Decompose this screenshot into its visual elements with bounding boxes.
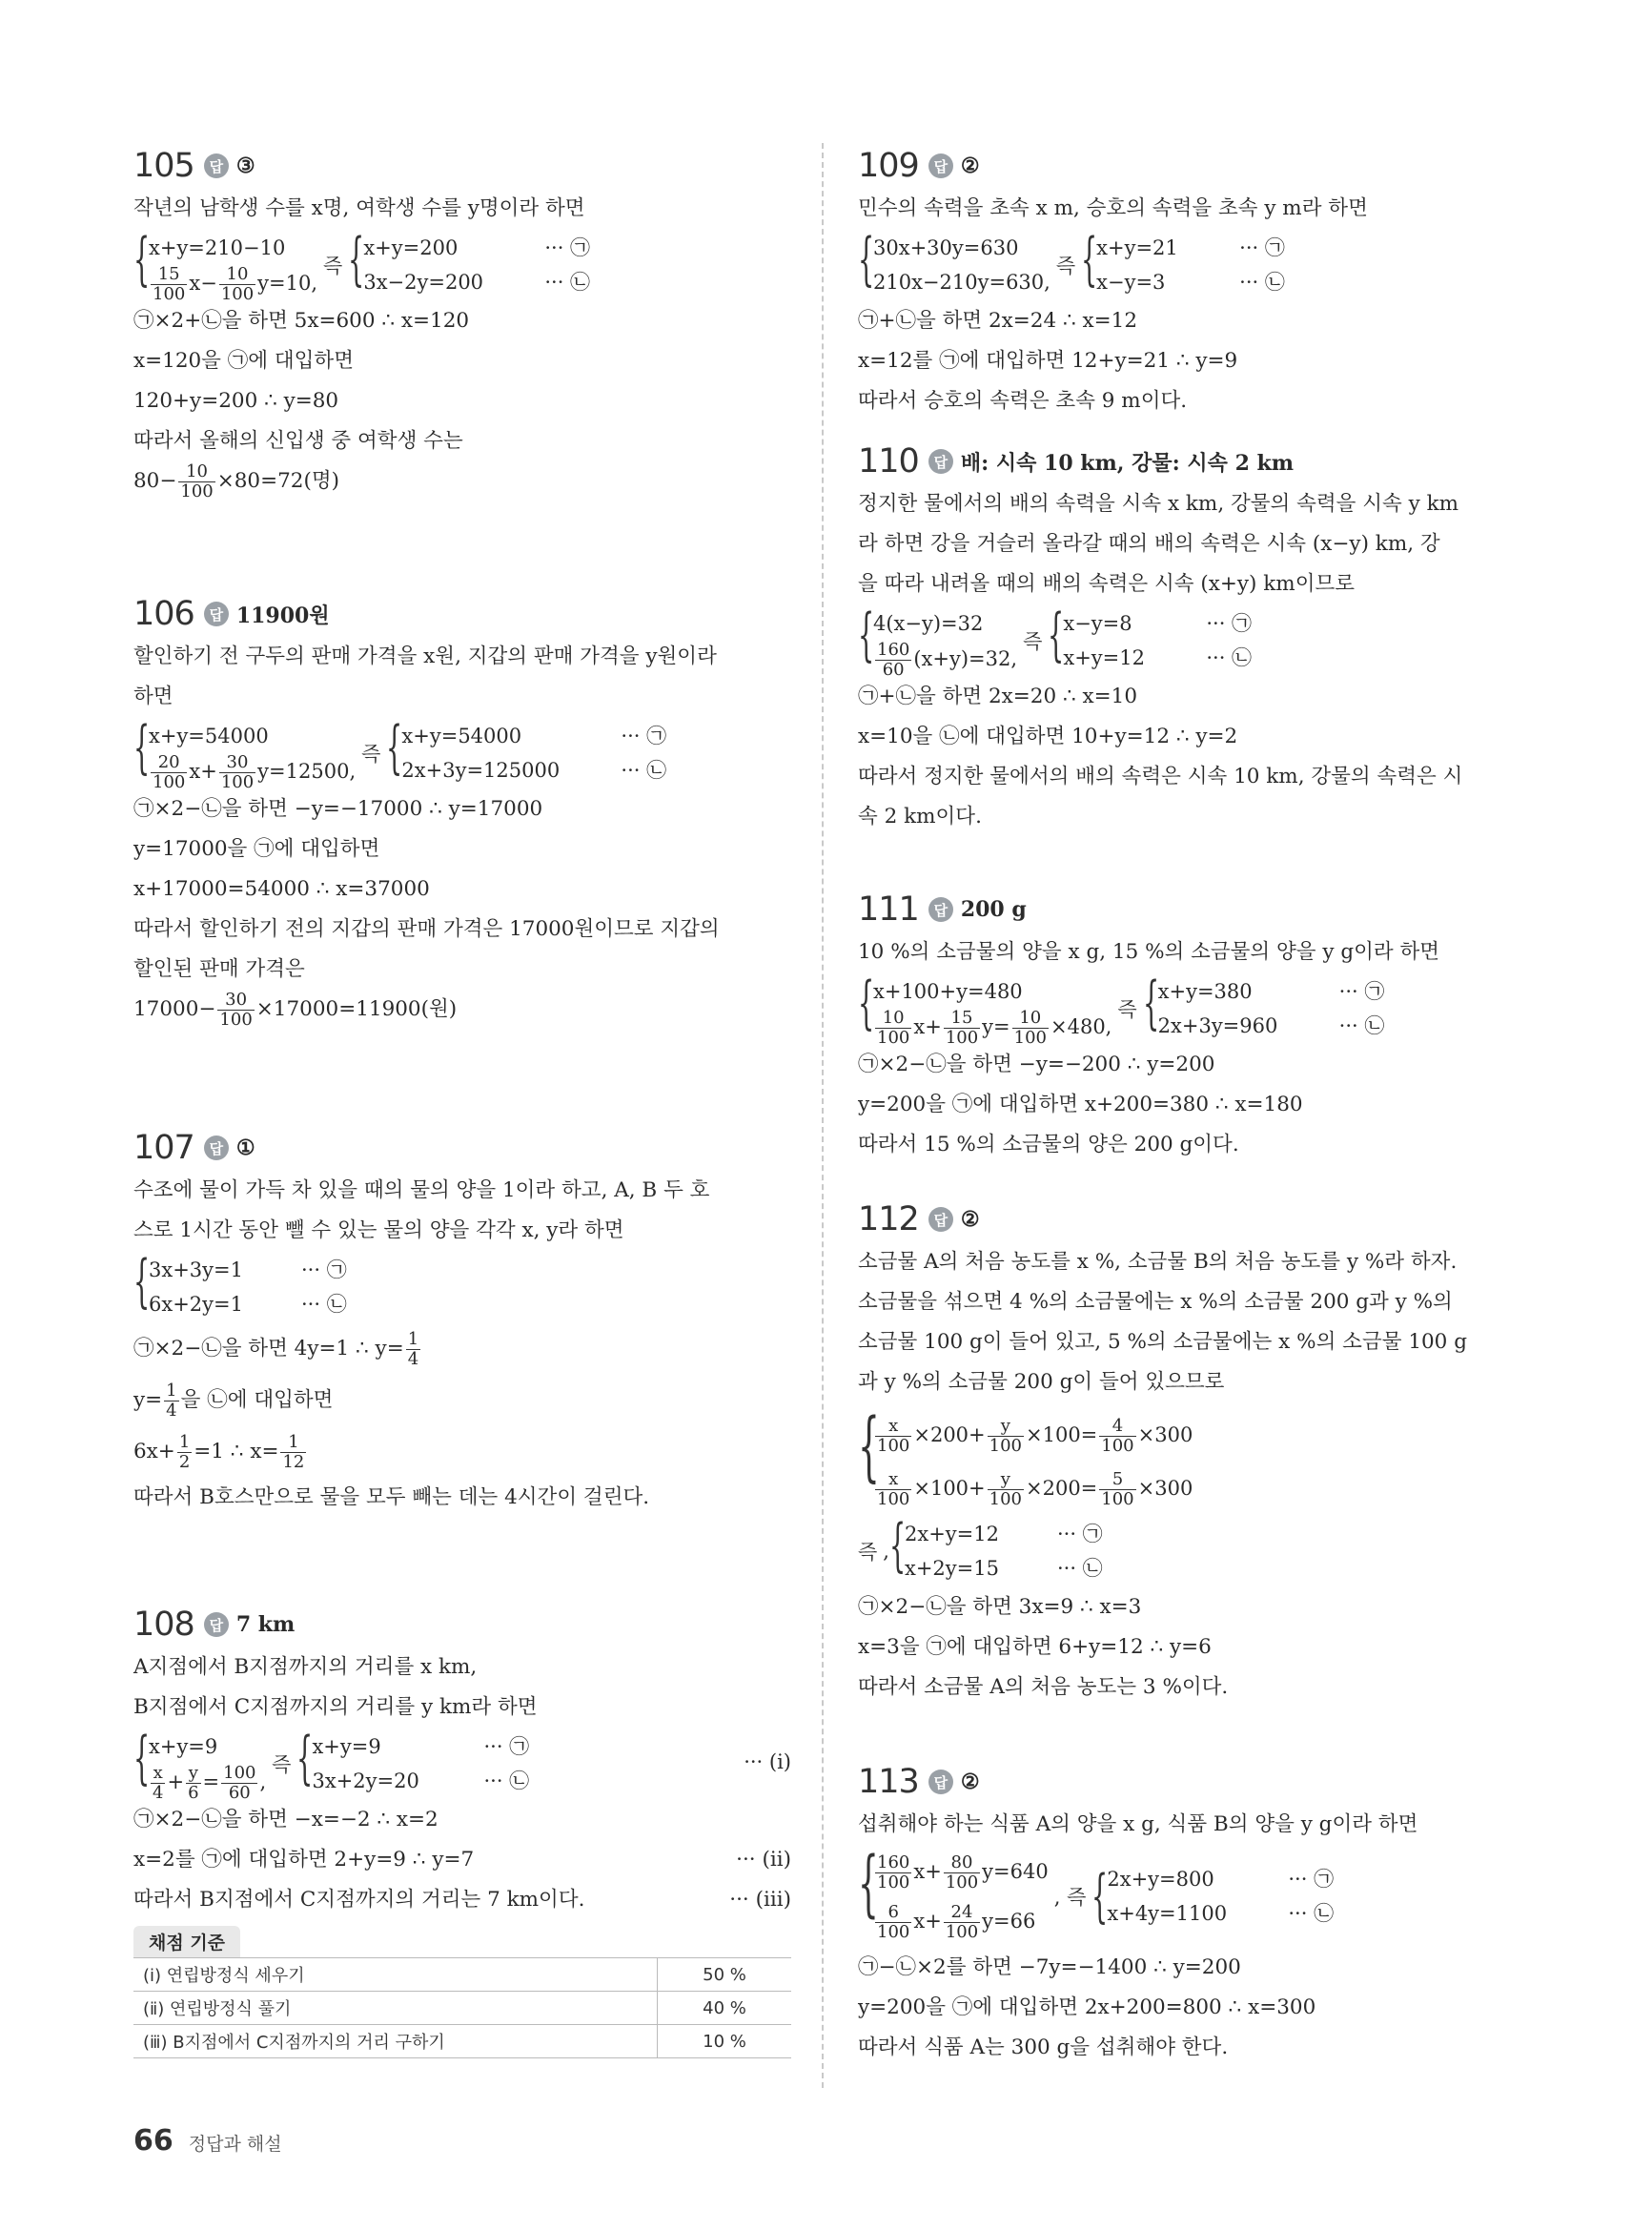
text-line: 120+y=200 ∴ y=80	[133, 389, 339, 413]
answer: 배: 시속 10 km, 강물: 시속 2 km	[960, 450, 1295, 476]
brace-icon: {	[1142, 970, 1159, 1036]
table-cell: 50 %	[658, 1958, 792, 1992]
problem-number: 108	[133, 1606, 194, 1644]
equation-part: x+4y=1100	[1107, 1902, 1228, 1925]
page-footer	[133, 2124, 282, 2158]
equation	[149, 1253, 347, 1287]
marker: ··· ㉡	[483, 1770, 530, 1792]
jeuk-label: 즉	[1067, 1886, 1087, 1909]
text-line: 따라서 소금물 A의 처음 농도는 3 %이다.	[858, 1675, 1229, 1699]
jeuk-label: 즉	[1023, 630, 1043, 653]
problem-number: 110	[858, 442, 919, 481]
equation-system	[133, 1248, 791, 1321]
answer-badge-icon: 답	[204, 153, 229, 178]
equation-system: { $\frac{160}{100}$ x+ $\frac{80}{100}$ y=640 $\frac{6}{100}$ x+ $\frac{24}{100}$ y=66 , 즉 { 2x+y=800 ··· ㉠ x+4y=1100 ··· ㉡	[858, 1847, 1525, 1946]
text-line: 따라서 승호의 속력은 초속 9 m이다.	[858, 389, 1188, 413]
answer: ②	[960, 153, 980, 178]
text-line: 소금물 A의 처음 농도를 x %, 소금물 B의 처음 농도를 y %라 하자.	[858, 1250, 1458, 1274]
equation-system: 즉 , { 2x+y=12 ··· ㉠ x+2y=15 ··· ㉡	[858, 1517, 1525, 1586]
text-line: 을 따라 내려올 때의 배의 속력은 시속 (x+y) km이므로	[858, 572, 1355, 596]
text-line: 따라서 정지한 물에서의 배의 속력은 시속 10 km, 강물의 속력은 시	[858, 765, 1463, 788]
jeuk-label: 즉	[361, 743, 381, 766]
answer: ③	[235, 153, 255, 178]
equation: x+y=9	[149, 1735, 218, 1758]
answer-badge-icon: 답	[928, 153, 953, 178]
text-line: x=10을 ㉡에 대입하면 10+y=12 ∴ y=2	[858, 725, 1238, 748]
equation-part: 2x+y=800	[1107, 1868, 1214, 1891]
brace-icon: {	[133, 1725, 151, 1791]
text-line: x+17000=54000 ∴ x=37000	[133, 877, 430, 901]
equation-part: x−y=3	[1096, 271, 1166, 294]
text-line	[133, 1880, 791, 1920]
marker: ··· ㉡	[1239, 271, 1285, 294]
marker: ··· ㉡	[621, 759, 667, 782]
equation	[363, 265, 590, 299]
text-line: 6x+ $\frac{1}{2}$ =1 ∴ x= $\frac{1}{12}$	[133, 1431, 305, 1472]
answer-badge-icon: 답	[928, 1207, 953, 1232]
problem-109	[858, 143, 1525, 421]
equation-part: x+2y=15	[904, 1557, 999, 1580]
text-line: A지점에서 B지점까지의 거리를 x km,	[133, 1655, 478, 1679]
table-row	[133, 1958, 791, 1992]
brace-icon: {	[133, 714, 151, 781]
equation: x+100+y=480	[873, 980, 1023, 1003]
jeuk-label: 즉	[1055, 255, 1076, 277]
page-number: 66	[133, 2124, 173, 2158]
text-line: 하면	[133, 685, 173, 708]
text-line: 따라서 할인하기 전의 지갑의 판매 가격은 17000원이므로 지갑의	[133, 917, 720, 941]
brace-icon: {	[386, 714, 403, 781]
brace-icon: {	[296, 1725, 314, 1791]
equation: $\frac{160}{60}$ (x+y)=32,	[877, 640, 1018, 680]
problem-112	[858, 1197, 1525, 1708]
text-line: ㉠×2−㉡을 하면 −y=−17000 ∴ y=17000	[133, 797, 543, 821]
text-line: y=200을 ㉠에 대입하면 x+200=380 ∴ x=180	[858, 1093, 1303, 1116]
equation-system	[858, 1401, 1525, 1515]
equation: $\frac{160}{100}$ x+ $\frac{80}{100}$ y=640	[877, 1852, 1049, 1892]
text-part: ×80=72(명)	[216, 469, 340, 493]
equation: $\frac{6}{100}$ x+ $\frac{24}{100}$ y=66	[877, 1902, 1036, 1942]
step-tag: ··· (ⅰ)	[744, 1750, 791, 1773]
equation-system	[858, 226, 1525, 299]
equation-part: y=12500	[257, 760, 350, 783]
equation-part: 210x−210y=630	[873, 271, 1045, 294]
equation: $\frac{x}{100}$ ×100+ $\frac{y}{100}$ ×200= $\frac{5}{100}$ ×300	[877, 1469, 1193, 1509]
text-line: 정지한 물에서의 배의 속력을 시속 x km, 강물의 속력을 시속 y km	[858, 492, 1459, 516]
problem-number: 105	[133, 147, 194, 185]
equation	[1158, 1009, 1385, 1043]
marker: ··· ㉠	[1056, 1523, 1103, 1545]
problem-number: 107	[133, 1129, 194, 1167]
table-cell: 40 %	[658, 1992, 792, 2025]
marker: ··· ㉡	[1056, 1557, 1103, 1580]
table-row	[133, 1992, 791, 2025]
text-line: ㉠×2−㉡을 하면 −y=−200 ∴ y=200	[858, 1053, 1215, 1076]
jeuk-label: 즉	[323, 255, 343, 277]
text-line: y= $\frac{1}{4}$ 을 ㉡에 대입하면	[133, 1380, 334, 1421]
answer-badge-icon: 답	[204, 1135, 229, 1160]
problem-107	[133, 1125, 791, 1518]
brace-icon: {	[858, 226, 875, 293]
problem-106	[133, 591, 791, 1030]
equation-part: (x+y)=32	[913, 647, 1011, 670]
equation-part: 3x+3y=1	[149, 1258, 243, 1281]
answer: 11900원	[235, 603, 330, 628]
text-line: 라 하면 강을 거슬러 올라갈 때의 배의 속력은 시속 (x−y) km, 강	[858, 532, 1440, 556]
text-part: 80−	[133, 469, 177, 493]
equation	[401, 753, 666, 788]
brace-icon: {	[133, 1248, 151, 1315]
table-cell: (ⅲ) B지점에서 C지점까지의 거리 구하기	[133, 2025, 658, 2058]
text-line: 10 %의 소금물의 양을 x g, 15 %의 소금물의 양을 y g이라 하면	[858, 940, 1440, 964]
problem-number: 109	[858, 147, 919, 185]
text-line: 민수의 속력을 초속 x m, 승호의 속력을 초속 y m라 하면	[858, 196, 1368, 220]
text-line: ㉠×2−㉡을 하면 3x=9 ∴ x=3	[858, 1595, 1142, 1619]
marker: ··· ㉠	[1206, 612, 1253, 635]
equation: 4(x−y)=32	[873, 612, 984, 635]
text-line: 섭취해야 하는 식품 A의 양을 x g, 식품 B의 양을 y g이라 하면	[858, 1812, 1418, 1836]
table-cell: (ⅰ) 연립방정식 세우기	[133, 1958, 658, 1992]
scoring-criteria	[133, 1926, 791, 2058]
answer: ②	[960, 1770, 980, 1794]
equation-part: 2x+y=12	[904, 1523, 999, 1545]
text-line: 수조에 물이 가득 차 있을 때의 물의 양을 1이라 하고, A, B 두 호	[133, 1178, 710, 1202]
answer: ②	[960, 1207, 980, 1232]
text-part: 을 ㉡에 대입하면	[180, 1388, 334, 1412]
text-line: 할인하기 전 구두의 판매 가격을 x원, 지갑의 판매 가격을 y원이라	[133, 644, 717, 668]
brace-icon: {	[858, 1401, 880, 1490]
marker: ··· ㉡	[544, 271, 591, 294]
text-part: x=2를 ㉠에 대입하면 2+y=9 ∴ y=7	[133, 1848, 475, 1872]
problem-111	[858, 887, 1525, 1165]
answer-badge-icon: 답	[204, 602, 229, 626]
text-line: ㉠×2+㉡을 하면 5x=600 ∴ x=120	[133, 309, 470, 333]
brace-icon: {	[858, 970, 875, 1036]
step-tag: ··· (ⅲ)	[729, 1888, 791, 1912]
problem-number: 113	[858, 1763, 919, 1801]
equation: $\frac{20}{100}$ x+ $\frac{30}{100}$ y=12500,	[153, 752, 357, 792]
equation-part: 2x+3y=960	[1157, 1014, 1278, 1037]
equation	[401, 719, 666, 753]
marker: ··· ㉡	[301, 1293, 347, 1316]
jeuk-label: 즉	[272, 1753, 292, 1776]
equation: x+y=210−10	[149, 236, 286, 259]
problem-header	[133, 591, 791, 637]
footer-title: 정답과 해설	[188, 2134, 282, 2155]
problem-108	[133, 1602, 791, 2058]
problem-header	[133, 1125, 791, 1171]
text-line: y=200을 ㉠에 대입하면 2x+200=800 ∴ x=300	[858, 1995, 1316, 2019]
text-line: 17000− $\frac{30}{100}$ ×17000=11900(원)	[133, 989, 458, 1030]
problem-header	[858, 1197, 1525, 1242]
marker: ··· ㉠	[301, 1258, 347, 1281]
problem-header	[133, 1602, 791, 1647]
equation	[312, 1764, 529, 1798]
text-line: 속 2 km이다.	[858, 805, 982, 829]
text-line: 80− $\frac{10}{100}$ ×80=72(명)	[133, 460, 340, 501]
equation-system	[858, 970, 1525, 1048]
equation	[905, 1517, 1103, 1551]
problem-number: 106	[133, 595, 194, 633]
problem-header	[858, 439, 1525, 484]
equation-system	[133, 714, 791, 792]
marker: ··· ㉡	[1288, 1902, 1335, 1925]
text-line: 따라서 B호스만으로 물을 모두 빼는 데는 4시간이 걸린다.	[133, 1485, 650, 1509]
marker: ··· ㉠	[1239, 236, 1285, 259]
equation	[1096, 231, 1285, 265]
text-line: ㉠−㉡×2를 하면 −7y=−1400 ∴ y=200	[858, 1955, 1241, 1979]
marker: ··· ㉡	[1206, 646, 1253, 669]
text-line	[133, 1840, 791, 1880]
answer-badge-icon: 답	[204, 1612, 229, 1637]
text-line: ㉠×2−㉡을 하면 4y=1 ∴ y= $\frac{1}{4}$	[133, 1328, 419, 1369]
equation-system	[133, 226, 791, 304]
answer: ①	[235, 1135, 255, 1160]
marker: ··· ㉡	[1338, 1014, 1385, 1037]
marker: ··· ㉠	[1338, 980, 1385, 1003]
answer: 7 km	[235, 1612, 296, 1637]
text-line: 따라서 올해의 신입생 중 여학생 수는	[133, 429, 463, 453]
problem-header	[858, 143, 1525, 189]
problem-header	[858, 887, 1525, 932]
text-line: y=17000을 ㉠에 대입하면	[133, 837, 380, 861]
answer-badge-icon: 답	[928, 897, 953, 922]
scoring-table	[133, 1957, 791, 2058]
text-line: x=120을 ㉠에 대입하면	[133, 349, 354, 373]
equation-part: y=10	[257, 272, 312, 295]
text-line: 작년의 남학생 수를 x명, 여학생 수를 y명이라 하면	[133, 196, 585, 220]
problem-header	[858, 1759, 1525, 1805]
answer-badge-icon: 답	[928, 1770, 953, 1794]
table-row	[133, 2025, 791, 2058]
step-tag: ··· (ⅱ)	[736, 1848, 791, 1872]
text-line: x=3을 ㉠에 대입하면 6+y=12 ∴ y=6	[858, 1635, 1212, 1659]
scoring-title: 채점 기준	[133, 1926, 240, 1957]
problem-number: 112	[858, 1200, 919, 1238]
text-part: 17000−	[133, 997, 216, 1021]
jeuk-label: 즉	[858, 1541, 878, 1564]
brace-icon: {	[858, 602, 875, 668]
equation: 210x−210y=630,	[873, 271, 1050, 294]
equation: x+y=54000	[149, 725, 269, 747]
text-line: ㉠×2−㉡을 하면 −x=−2 ∴ x=2	[133, 1808, 438, 1831]
text-line: 과 y %의 소금물 200 g이 들어 있으므로	[858, 1370, 1225, 1394]
equation: $\frac{x}{4}$ + $\frac{y}{6}$ = $\frac{100}{60}$ ,	[153, 1763, 267, 1803]
problem-105	[133, 143, 791, 501]
text-line: ㉠+㉡을 하면 2x=24 ∴ x=12	[858, 309, 1138, 333]
equation-part: x+y=380	[1157, 980, 1253, 1003]
text-line: x=12를 ㉠에 대입하면 12+y=21 ∴ y=9	[858, 349, 1238, 373]
equation	[149, 1287, 347, 1321]
equation	[312, 1729, 529, 1764]
problem-header	[133, 143, 791, 189]
equation	[363, 231, 590, 265]
text-part: ×17000=11900(원)	[255, 997, 458, 1021]
equation: $\frac{10}{100}$ x+ $\frac{15}{100}$ y= $\frac{10}{100}$ ×480,	[877, 1008, 1112, 1048]
marker: ··· ㉠	[1288, 1868, 1335, 1891]
equation	[1063, 641, 1252, 675]
text-line: 따라서 15 %의 소금물의 양은 200 g이다.	[858, 1133, 1239, 1156]
answer-badge-icon: 답	[928, 449, 953, 474]
text-line: 스로 1시간 동안 뺄 수 있는 물의 양을 각각 x, y라 하면	[133, 1218, 624, 1242]
brace-icon: {	[858, 1840, 879, 1925]
equation-part: x+y=200	[363, 236, 459, 259]
table-cell: (ⅱ) 연립방정식 풀기	[133, 1992, 658, 2025]
equation-part: 3x+2y=20	[312, 1770, 419, 1792]
equation-part: 6x+2y=1	[149, 1293, 243, 1316]
jeuk-label: 즉	[1117, 998, 1137, 1021]
text-part: ㉠×2−㉡을 하면 4y=1 ∴ y=	[133, 1337, 404, 1361]
text-part: y=	[133, 1388, 163, 1412]
equation-part: 3x−2y=200	[363, 271, 484, 294]
equation-part: x+y=21	[1096, 236, 1178, 259]
brace-icon: {	[1048, 602, 1065, 668]
brace-icon: {	[348, 226, 365, 293]
equation	[1107, 1862, 1334, 1896]
column-divider	[822, 143, 824, 2088]
table-cell: 10 %	[658, 2025, 792, 2058]
equation-system	[133, 1725, 791, 1803]
equation-part: 2x+3y=125000	[401, 759, 561, 782]
equation	[1063, 606, 1252, 641]
equation	[1096, 265, 1285, 299]
brace-icon: {	[1081, 226, 1098, 293]
equation-part: x+y=9	[312, 1735, 381, 1758]
answer: 200 g	[960, 897, 1027, 922]
text-part: =1 ∴ x=	[194, 1440, 279, 1463]
marker: ··· ㉠	[544, 236, 591, 259]
text-line: ㉠+㉡을 하면 2x=20 ∴ x=10	[858, 685, 1138, 708]
equation-part: x+y=12	[1063, 646, 1145, 669]
equation-part: x−y=8	[1063, 612, 1132, 635]
marker: ··· ㉠	[621, 725, 667, 747]
brace-icon: {	[1091, 1863, 1109, 1930]
equation-system	[858, 602, 1525, 680]
text-line: 소금물을 섞으면 4 %의 소금물에는 x %의 소금물 200 g과 y %의	[858, 1290, 1453, 1314]
text-line: 따라서 식품 A는 300 g을 섭취해야 한다.	[858, 2036, 1229, 2059]
equation: $\frac{15}{100}$ x− $\frac{10}{100}$ y=10,	[153, 264, 318, 304]
problem-110	[858, 439, 1525, 837]
text-part: 6x+	[133, 1440, 175, 1463]
marker: ··· ㉠	[483, 1735, 530, 1758]
equation-part: x+y=54000	[401, 725, 522, 747]
equation: 30x+30y=630	[873, 236, 1019, 259]
text-part: 따라서 B지점에서 C지점까지의 거리는 7 km이다.	[133, 1888, 585, 1912]
text-line: B지점에서 C지점까지의 거리를 y km라 하면	[133, 1695, 538, 1719]
equation	[1158, 974, 1385, 1009]
text-line: 소금물 100 g이 들어 있고, 5 %의 소금물에는 x %의 소금물 100 g	[858, 1330, 1467, 1354]
brace-icon: {	[888, 1512, 907, 1579]
equation	[905, 1551, 1103, 1586]
equation	[1107, 1896, 1334, 1931]
problem-113	[858, 1759, 1525, 2068]
equation: $\frac{x}{100}$ ×200+ $\frac{y}{100}$ ×100= $\frac{4}{100}$ ×300	[877, 1416, 1193, 1456]
text-line: 할인된 판매 가격은	[133, 957, 305, 981]
problem-number: 111	[858, 890, 919, 929]
brace-icon: {	[133, 226, 151, 293]
